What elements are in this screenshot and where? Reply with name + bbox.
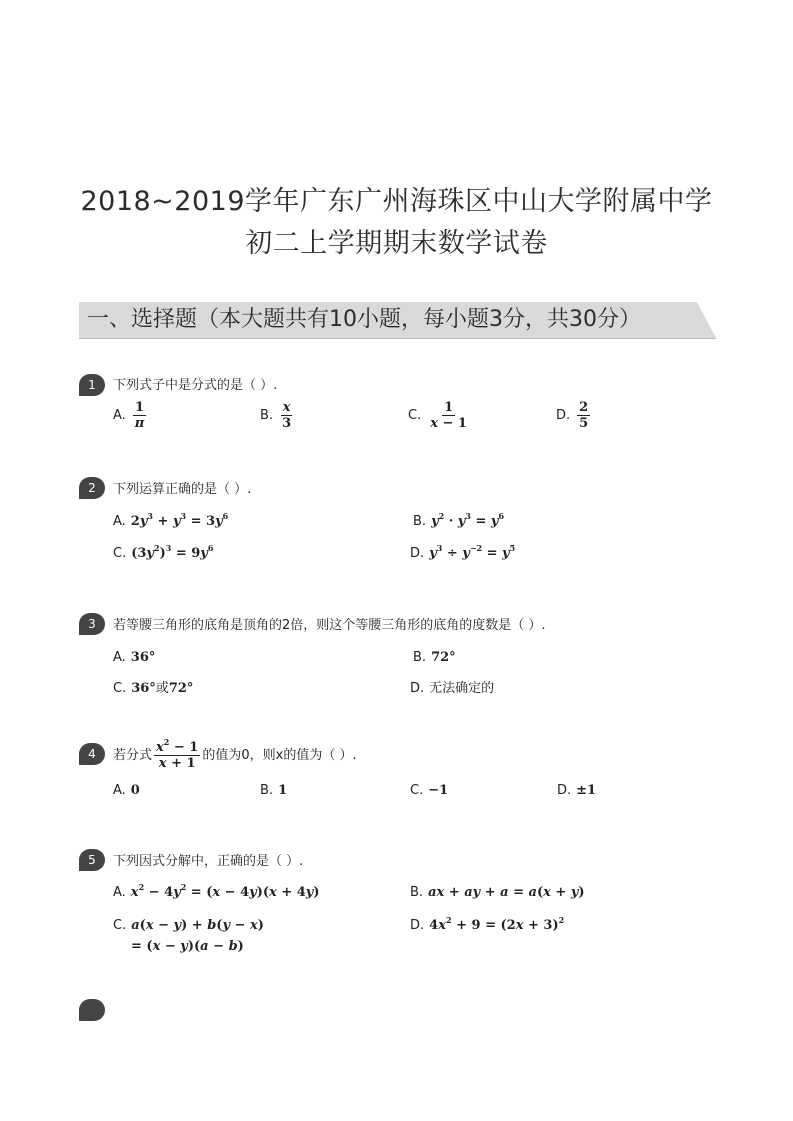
option-d[interactable]: D. 无法确定的 xyxy=(410,681,495,696)
option-a[interactable]: A. 36° xyxy=(113,650,156,665)
question-stem: 若分式 $\frac{x^2 - 1}{x + 1}$ 的值为0，则x的值为（ ）. xyxy=(113,737,357,771)
question-number-badge: 2 xyxy=(79,477,105,499)
fraction: $\frac{2}{5}$ xyxy=(579,400,589,431)
option-b[interactable]: B. ax + ay + a = a(x + y) xyxy=(410,885,585,900)
option-a[interactable]: A. $2y^3 + y^3 = 3y^6$ xyxy=(113,511,229,529)
section-title: 一、选择题（本大题共有10小题，每小题3分，共30分） xyxy=(87,307,641,332)
option-c-continuation: = (x − y)(a − b) xyxy=(131,939,244,954)
option-a[interactable]: A. $x^2 - 4y^2 = (x - 4y)(x + 4y)$ xyxy=(113,882,320,900)
option-b[interactable]: B. $y^2 \cdot y^3 = y^6$ xyxy=(413,511,505,529)
option-c[interactable]: C. a(x − y) + b(y − x) xyxy=(113,918,264,933)
option-b[interactable]: B. 1 xyxy=(260,783,288,798)
option-a[interactable]: A. 0 xyxy=(113,783,140,798)
option-d[interactable]: D. $y^3 \div y^{-2} = y^5$ xyxy=(410,543,516,561)
question-stem: 若等腰三角形的底角是顶角的2倍，则这个等腰三角形的底角的度数是（ ）. xyxy=(113,618,546,633)
option-c[interactable]: C. $\frac{1}{x - 1}$ xyxy=(408,400,467,431)
section-header xyxy=(79,302,716,339)
question-stem: 下列式子中是分式的是（ ）. xyxy=(113,378,278,393)
option-c[interactable]: C. $(3y^2)^3 = 9y^6$ xyxy=(113,543,214,561)
question-number-badge: 5 xyxy=(79,849,105,871)
question-number-badge: 4 xyxy=(79,743,105,765)
option-d[interactable]: D. ±1 xyxy=(557,783,597,798)
option-d[interactable]: D. $4x^2 + 9 = (2x + 3)^2$ xyxy=(410,915,565,933)
question-number-badge xyxy=(79,999,105,1021)
option-b[interactable]: B. 72° xyxy=(413,650,456,665)
option-d[interactable]: D. $\frac{2}{5}$ xyxy=(556,400,589,431)
option-b[interactable]: B. $\frac{x}{3}$ xyxy=(260,400,292,431)
question-number-badge: 1 xyxy=(79,374,105,396)
question-number-badge: 3 xyxy=(79,613,105,635)
exam-title-line1: 2018~2019学年广东广州海珠区中山大学附属中学 xyxy=(80,186,713,217)
question-stem: 下列运算正确的是（ ）. xyxy=(113,482,252,497)
question-stem: 下列因式分解中，正确的是（ ）. xyxy=(113,854,304,869)
fraction: $\frac{1}{\pi}$ xyxy=(134,400,145,431)
option-a[interactable]: A. $\frac{1}{\pi}$ xyxy=(113,400,145,431)
option-c[interactable]: C. 36°或72° xyxy=(113,681,194,696)
fraction: $\frac{1}{x - 1}$ xyxy=(430,400,467,431)
fraction: $\frac{x}{3}$ xyxy=(282,400,292,431)
option-c[interactable]: C. −1 xyxy=(410,783,449,798)
fraction: $\frac{x^2 - 1}{x + 1}$ xyxy=(156,737,199,771)
exam-title-line2: 初二上学期期末数学试卷 xyxy=(245,228,548,259)
